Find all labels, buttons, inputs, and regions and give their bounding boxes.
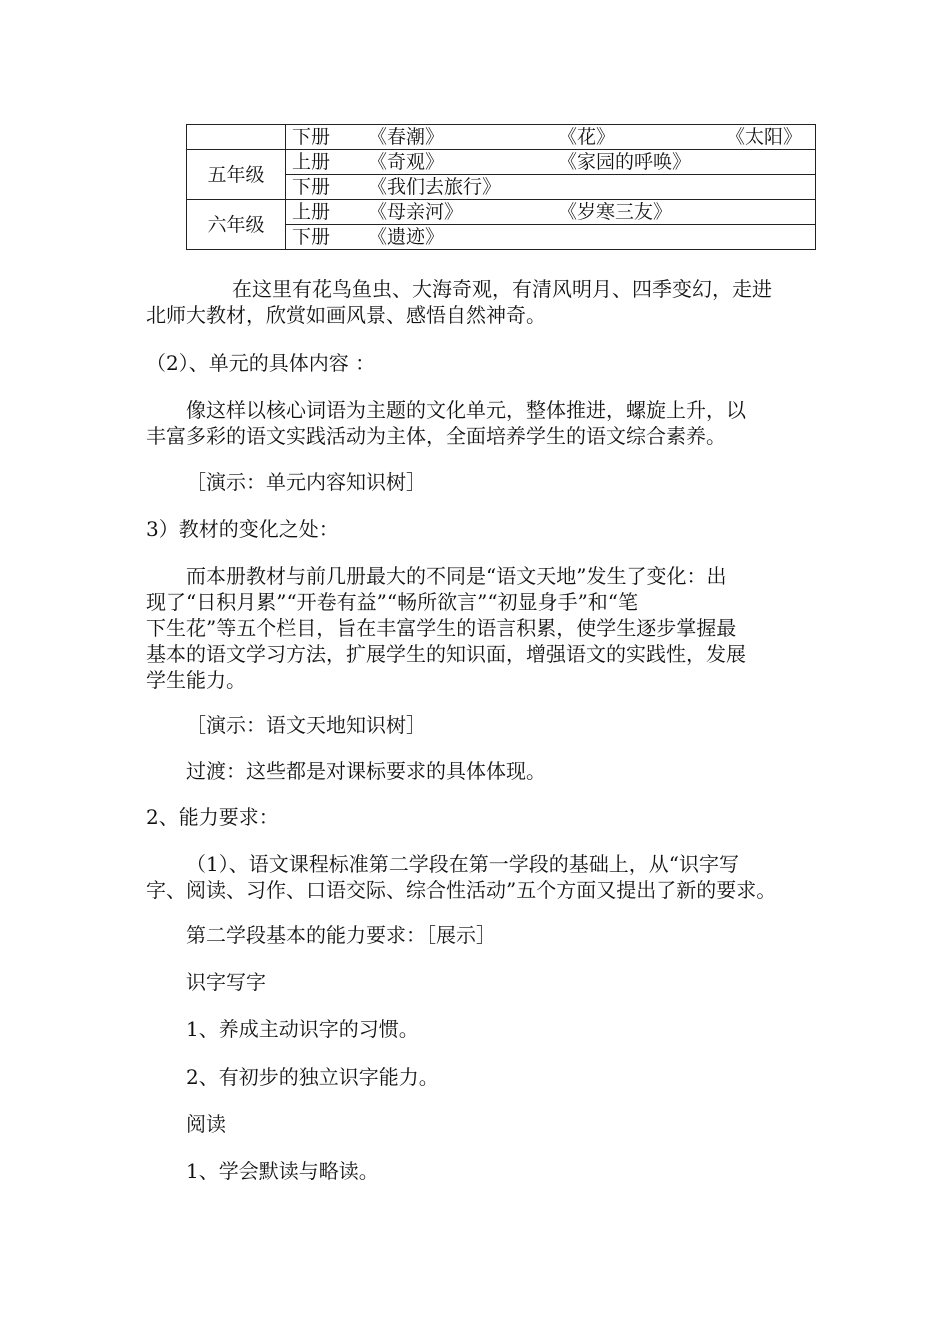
demo-note: ［演示：单元内容知识树］ — [186, 470, 426, 494]
grade-cell: 六年级 — [187, 200, 286, 250]
paragraph-line: 基本的语文学习方法，扩展学生的知识面，增强语文的实践性，发展 — [146, 642, 746, 666]
paragraph-line: 丰富多彩的语文实践活动为主体，全面培养学生的语文综合素养。 — [146, 424, 726, 448]
demo-note: ［演示：语文天地知识树］ — [186, 713, 426, 737]
paragraph-line: 北师大教材，欣赏如画风景、感悟自然神奇。 — [146, 303, 546, 327]
paragraph-line: 在这里有花鸟鱼虫、大海奇观，有清风明月、四季变幻，走进 — [232, 277, 772, 301]
list-item: 2、有初步的独立识字能力。 — [186, 1065, 439, 1089]
volume-label: 上册 — [292, 201, 331, 223]
book-title: 《我们去旅行》 — [368, 176, 502, 198]
list-item: 1、养成主动识字的习惯。 — [186, 1017, 419, 1041]
volume-label: 上册 — [292, 151, 331, 173]
paragraph-line: 现了“日积月累”“开卷有益”“畅所欲言”“初显身手”和“笔 — [146, 590, 639, 614]
table-row — [187, 200, 816, 225]
grade-cell — [187, 125, 286, 150]
volume-label: 下册 — [292, 226, 331, 248]
paragraph-line: 第二学段基本的能力要求：［展示］ — [186, 923, 496, 947]
entries-cell — [286, 200, 816, 225]
entries-cell — [286, 150, 816, 175]
paragraph-line: 字、阅读、习作、口语交际、综合性活动”五个方面又提出了新的要求。 — [146, 878, 777, 902]
book-title: 《岁寒三友》 — [558, 201, 673, 223]
paragraph-line: 而本册教材与前几册最大的不同是“语文天地”发生了变化：出 — [186, 564, 727, 588]
subsection-heading: 识字写字 — [186, 970, 266, 994]
book-title: 《奇观》 — [368, 151, 445, 173]
book-title: 《遗迹》 — [368, 226, 445, 248]
grade-cell: 五年级 — [187, 150, 286, 200]
subsection-heading: 阅读 — [186, 1112, 226, 1136]
paragraph-line: （1）、语文课程标准第二学段在第一学段的基础上，从“识字写 — [186, 852, 739, 876]
paragraph-line: 学生能力。 — [146, 668, 246, 692]
entries-cell — [286, 175, 816, 200]
book-title: 《春潮》 — [368, 126, 445, 148]
section-heading: 3）教材的变化之处： — [146, 517, 339, 541]
section-heading: （2）、单元的具体内容 ： — [146, 351, 376, 375]
transition-text: 过渡：这些都是对课标要求的具体体现。 — [186, 759, 546, 783]
unit-table — [186, 124, 816, 250]
table-row — [187, 125, 816, 150]
paragraph-line: 下生花”等五个栏目，旨在丰富学生的语言积累，使学生逐步掌握最 — [146, 616, 737, 640]
entries-cell — [286, 225, 816, 250]
volume-label: 下册 — [292, 126, 331, 148]
table-row — [187, 150, 816, 175]
volume-label: 下册 — [292, 176, 331, 198]
list-item: 1、学会默读与略读。 — [186, 1159, 379, 1183]
book-title: 《太阳》 — [726, 126, 803, 148]
entries-cell — [286, 125, 816, 150]
section-heading: 2、能力要求： — [146, 805, 279, 829]
paragraph-line: 像这样以核心词语为主题的文化单元，整体推进，螺旋上升，以 — [186, 398, 746, 422]
book-title: 《花》 — [558, 126, 616, 148]
book-title: 《母亲河》 — [368, 201, 464, 223]
book-title: 《家园的呼唤》 — [558, 151, 692, 173]
